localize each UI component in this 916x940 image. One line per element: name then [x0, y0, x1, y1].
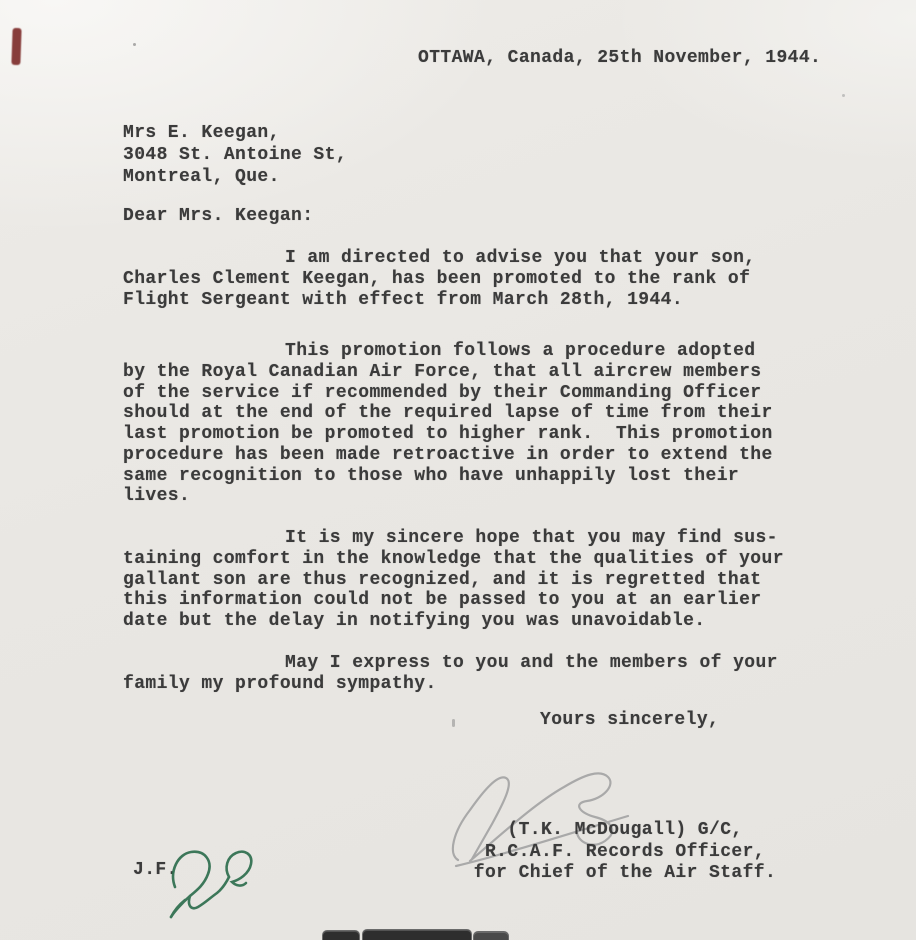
dateline: OTTAWA, Canada, 25th November, 1944.: [418, 48, 822, 68]
signatory-title: R.C.A.F. Records Officer,: [484, 841, 766, 862]
text-line: taining comfort in the knowledge that the qualities of your: [123, 548, 784, 569]
paragraph-2: [123, 341, 813, 507]
signatory-name: (T.K. McDougall) G/C,: [507, 820, 743, 840]
text-line: Charles Clement Keegan, has been promoted to the rank of: [123, 268, 751, 289]
bottom-toolbar-button-center[interactable]: [362, 929, 472, 940]
bottom-toolbar-button-left[interactable]: [322, 930, 360, 940]
typist-initials: J.F.: [133, 860, 178, 880]
text-line: I am directed to advise you that your son,: [285, 248, 756, 268]
closing: Yours sincerely,: [540, 710, 720, 730]
paper-speck: [452, 719, 455, 727]
red-ink-mark: [11, 28, 21, 65]
paragraph-4: [123, 653, 813, 695]
text-line: of the service if recommended by their Commanding Officer: [123, 382, 762, 403]
text-line: should at the end of the required lapse of time from their: [123, 403, 773, 424]
signature-block: [460, 820, 790, 885]
text-line: procedure has been made retroactive in order to extend the: [123, 444, 773, 465]
text-line: May I express to you and the members of your: [285, 653, 778, 673]
green-initial-scribble: [165, 843, 275, 923]
text-line: It is my sincere hope that you may find sus-: [285, 528, 778, 548]
text-line: this information could not be passed to you at an earlier: [123, 590, 762, 611]
text-line: family my profound sympathy.: [123, 673, 437, 694]
text-line: lives.: [123, 486, 191, 507]
text-line: This promotion follows a procedure adopted: [285, 341, 756, 361]
paper-speck: [133, 43, 136, 46]
text-line: Flight Sergeant with effect from March 28th, 1944.: [123, 289, 684, 310]
salutation: Dear Mrs. Keegan:: [123, 206, 314, 226]
text-line: by the Royal Canadian Air Force, that all aircrew members: [123, 361, 762, 382]
recipient-street: 3048 St. Antoine St,: [123, 145, 348, 165]
paragraph-3: [123, 528, 813, 632]
text-line: last promotion be promoted to higher rank. This promotion: [123, 424, 773, 444]
text-line: gallant son are thus recognized, and it is regretted that: [123, 569, 762, 590]
paper-speck: [842, 94, 845, 97]
text-line: same recognition to those who have unhappily lost their: [123, 465, 740, 486]
recipient-city: Montreal, Que.: [123, 167, 280, 187]
paragraph-1: [123, 248, 803, 310]
signatory-capacity: for Chief of the Air Staff.: [473, 863, 777, 883]
recipient-name: Mrs E. Keegan,: [123, 123, 280, 143]
text-line: date but the delay in notifying you was unavoidable.: [123, 611, 706, 631]
bottom-toolbar-button-right[interactable]: [473, 931, 509, 940]
recipient-address: [123, 122, 347, 188]
